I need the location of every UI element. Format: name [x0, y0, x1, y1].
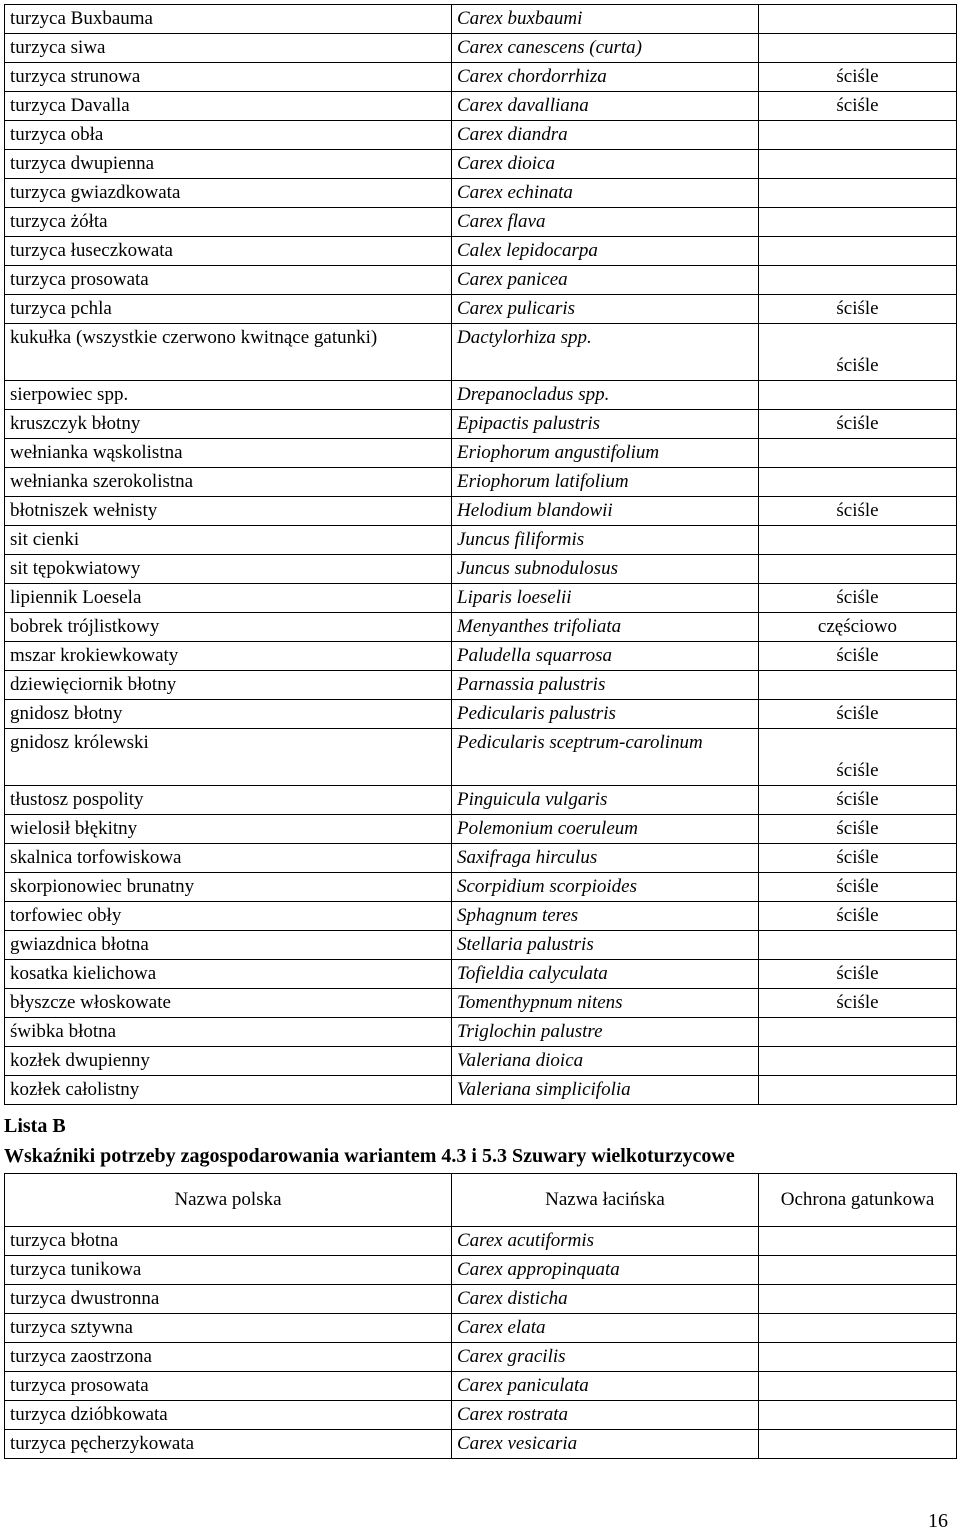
protection-cell: ściśle — [759, 324, 957, 381]
protection-cell: ściśle — [759, 729, 957, 786]
protection-cell — [759, 1343, 957, 1372]
polish-name-cell: sit cienki — [5, 526, 452, 555]
table-row — [5, 700, 957, 729]
table-row — [5, 1285, 957, 1314]
table-row — [5, 179, 957, 208]
table-row — [5, 1047, 957, 1076]
polish-name-cell: błyszcze włoskowate — [5, 989, 452, 1018]
polish-name-cell: kosatka kielichowa — [5, 960, 452, 989]
latin-name-cell: Valeriana dioica — [452, 1047, 759, 1076]
protection-cell: ściśle — [759, 960, 957, 989]
protection-cell — [759, 381, 957, 410]
protection-cell: ściśle — [759, 410, 957, 439]
polish-name-cell: turzyca obła — [5, 121, 452, 150]
latin-name-cell: Carex paniculata — [452, 1372, 759, 1401]
table-row — [5, 266, 957, 295]
polish-name-cell: turzyca sztywna — [5, 1314, 452, 1343]
protection-cell — [759, 1227, 957, 1256]
table-row — [5, 1430, 957, 1459]
table-row — [5, 295, 957, 324]
protection-cell — [759, 1285, 957, 1314]
list-b-title: Lista B — [4, 1115, 66, 1137]
table-row — [5, 1227, 957, 1256]
latin-name-cell: Carex rostrata — [452, 1401, 759, 1430]
latin-name-cell: Carex appropinquata — [452, 1256, 759, 1285]
polish-name-cell: lipiennik Loesela — [5, 584, 452, 613]
table-row — [5, 34, 957, 63]
polish-name-cell: turzyca gwiazdkowata — [5, 179, 452, 208]
polish-name-cell: turzyca zaostrzona — [5, 1343, 452, 1372]
polish-name-cell: turzyca dwustronna — [5, 1285, 452, 1314]
table-row — [5, 729, 957, 786]
protection-cell — [759, 208, 957, 237]
table-row — [5, 237, 957, 266]
latin-name-cell: Carex echinata — [452, 179, 759, 208]
protection-cell — [759, 237, 957, 266]
table-row — [5, 468, 957, 497]
table-row — [5, 873, 957, 902]
table-row — [5, 613, 957, 642]
polish-name-cell: turzyca strunowa — [5, 63, 452, 92]
protection-cell: ściśle — [759, 63, 957, 92]
latin-name-cell: Carex flava — [452, 208, 759, 237]
list-b-subtitle: Wskaźniki potrzeby zagospodarowania wariantem 4.3 i 5.3 Szuwary wielkoturzycowe — [4, 1145, 735, 1167]
polish-name-cell: błotniszek wełnisty — [5, 497, 452, 526]
polish-name-cell: turzyca łuseczkowata — [5, 237, 452, 266]
table-row — [5, 1018, 957, 1047]
latin-name-cell: Dactylorhiza spp. — [452, 324, 759, 381]
polish-name-cell: turzyca Davalla — [5, 92, 452, 121]
polish-name-cell: gnidosz błotny — [5, 700, 452, 729]
latin-name-cell: Juncus filiformis — [452, 526, 759, 555]
latin-name-cell: Juncus subnodulosus — [452, 555, 759, 584]
polish-name-cell: kozłek dwupienny — [5, 1047, 452, 1076]
polish-name-cell: turzyca Buxbauma — [5, 5, 452, 34]
polish-name-cell: wełnianka wąskolistna — [5, 439, 452, 468]
protection-cell — [759, 121, 957, 150]
polish-name-cell: turzyca prosowata — [5, 1372, 452, 1401]
latin-name-cell: Epipactis palustris — [452, 410, 759, 439]
table-row — [5, 989, 957, 1018]
table-row — [5, 902, 957, 931]
polish-name-cell: turzyca dzióbkowata — [5, 1401, 452, 1430]
polish-name-cell: wełnianka szerokolistna — [5, 468, 452, 497]
polish-name-cell: sit tępokwiatowy — [5, 555, 452, 584]
latin-name-cell: Carex gracilis — [452, 1343, 759, 1372]
table-row — [5, 671, 957, 700]
protection-cell — [759, 179, 957, 208]
protection-cell: ściśle — [759, 642, 957, 671]
polish-name-cell: turzyca błotna — [5, 1227, 452, 1256]
table-row — [5, 1076, 957, 1105]
polish-name-cell: turzyca pęcherzykowata — [5, 1430, 452, 1459]
latin-name-cell: Saxifraga hirculus — [452, 844, 759, 873]
protection-cell: ściśle — [759, 873, 957, 902]
latin-name-cell: Carex canescens (curta) — [452, 34, 759, 63]
table-row — [5, 1256, 957, 1285]
protection-cell: ściśle — [759, 902, 957, 931]
protection-cell — [759, 1018, 957, 1047]
latin-name-cell: Pedicularis sceptrum-carolinum — [452, 729, 759, 786]
protection-cell: ściśle — [759, 295, 957, 324]
table-row — [5, 786, 957, 815]
protection-cell: ściśle — [759, 786, 957, 815]
latin-name-cell: Valeriana simplicifolia — [452, 1076, 759, 1105]
protection-cell — [759, 34, 957, 63]
polish-name-cell: skalnica torfowiskowa — [5, 844, 452, 873]
polish-name-cell: gnidosz królewski — [5, 729, 452, 786]
table-row — [5, 497, 957, 526]
polish-name-cell: turzyca prosowata — [5, 266, 452, 295]
latin-name-cell: Helodium blandowii — [452, 497, 759, 526]
table-row — [5, 960, 957, 989]
header-latin-name: Nazwa łacińska — [452, 1174, 759, 1227]
latin-name-cell: Polemonium coeruleum — [452, 815, 759, 844]
protection-cell — [759, 526, 957, 555]
table-row — [5, 121, 957, 150]
page-number: 16 — [928, 1510, 948, 1532]
latin-name-cell: Carex diandra — [452, 121, 759, 150]
protection-cell — [759, 1047, 957, 1076]
table-row — [5, 92, 957, 121]
protection-cell — [759, 671, 957, 700]
table-row — [5, 642, 957, 671]
latin-name-cell: Carex acutiformis — [452, 1227, 759, 1256]
polish-name-cell: gwiazdnica błotna — [5, 931, 452, 960]
polish-name-cell: kukułka (wszystkie czerwono kwitnące gatunki) — [5, 324, 452, 381]
table-row — [5, 150, 957, 179]
polish-name-cell: turzyca żółta — [5, 208, 452, 237]
polish-name-cell: bobrek trójlistkowy — [5, 613, 452, 642]
protection-cell: ściśle — [759, 584, 957, 613]
protection-cell: ściśle — [759, 815, 957, 844]
latin-name-cell: Carex elata — [452, 1314, 759, 1343]
table-row — [5, 526, 957, 555]
table-row — [5, 381, 957, 410]
latin-name-cell: Carex davalliana — [452, 92, 759, 121]
latin-name-cell: Menyanthes trifoliata — [452, 613, 759, 642]
latin-name-cell: Pinguicula vulgaris — [452, 786, 759, 815]
table-header-row — [5, 1174, 957, 1227]
table-row — [5, 844, 957, 873]
latin-name-cell: Eriophorum latifolium — [452, 468, 759, 497]
polish-name-cell: wielosił błękitny — [5, 815, 452, 844]
polish-name-cell: turzyca pchla — [5, 295, 452, 324]
latin-name-cell: Sphagnum teres — [452, 902, 759, 931]
species-table-b — [4, 1173, 957, 1459]
protection-cell — [759, 439, 957, 468]
protection-cell — [759, 1401, 957, 1430]
latin-name-cell: Stellaria palustris — [452, 931, 759, 960]
latin-name-cell: Carex panicea — [452, 266, 759, 295]
polish-name-cell: kozłek całolistny — [5, 1076, 452, 1105]
table-row — [5, 931, 957, 960]
polish-name-cell: kruszczyk błotny — [5, 410, 452, 439]
table-row — [5, 815, 957, 844]
protection-cell — [759, 5, 957, 34]
table-row — [5, 1401, 957, 1430]
header-protection: Ochrona gatunkowa — [759, 1174, 957, 1227]
latin-name-cell: Pedicularis palustris — [452, 700, 759, 729]
latin-name-cell: Liparis loeselii — [452, 584, 759, 613]
protection-cell: częściowo — [759, 613, 957, 642]
table-row — [5, 439, 957, 468]
latin-name-cell: Scorpidium scorpioides — [452, 873, 759, 902]
latin-name-cell: Carex buxbaumi — [452, 5, 759, 34]
latin-name-cell: Carex vesicaria — [452, 1430, 759, 1459]
polish-name-cell: mszar krokiewkowaty — [5, 642, 452, 671]
latin-name-cell: Carex disticha — [452, 1285, 759, 1314]
polish-name-cell: turzyca siwa — [5, 34, 452, 63]
table-row — [5, 208, 957, 237]
protection-cell — [759, 1256, 957, 1285]
protection-cell: ściśle — [759, 844, 957, 873]
latin-name-cell: Tomenthypnum nitens — [452, 989, 759, 1018]
latin-name-cell: Eriophorum angustifolium — [452, 439, 759, 468]
table-row — [5, 584, 957, 613]
protection-cell — [759, 1430, 957, 1459]
polish-name-cell: tłustosz pospolity — [5, 786, 452, 815]
protection-cell: ściśle — [759, 92, 957, 121]
table-row — [5, 5, 957, 34]
polish-name-cell: dziewięciornik błotny — [5, 671, 452, 700]
protection-cell — [759, 266, 957, 295]
protection-cell — [759, 1372, 957, 1401]
table-row — [5, 1343, 957, 1372]
polish-name-cell: sierpowiec spp. — [5, 381, 452, 410]
latin-name-cell: Triglochin palustre — [452, 1018, 759, 1047]
species-table-a-body — [5, 5, 957, 1105]
latin-name-cell: Calex lepidocarpa — [452, 237, 759, 266]
protection-cell — [759, 150, 957, 179]
table-row — [5, 1314, 957, 1343]
protection-cell — [759, 1076, 957, 1105]
table-row — [5, 63, 957, 92]
latin-name-cell: Carex chordorrhiza — [452, 63, 759, 92]
polish-name-cell: skorpionowiec brunatny — [5, 873, 452, 902]
latin-name-cell: Carex pulicaris — [452, 295, 759, 324]
protection-cell — [759, 1314, 957, 1343]
polish-name-cell: turzyca tunikowa — [5, 1256, 452, 1285]
table-row — [5, 410, 957, 439]
latin-name-cell: Tofieldia calyculata — [452, 960, 759, 989]
polish-name-cell: torfowiec obły — [5, 902, 452, 931]
table-row — [5, 324, 957, 381]
protection-cell: ściśle — [759, 989, 957, 1018]
protection-cell — [759, 931, 957, 960]
species-table-a — [4, 4, 957, 1105]
latin-name-cell: Carex dioica — [452, 150, 759, 179]
species-table-b-body — [5, 1227, 957, 1459]
protection-cell: ściśle — [759, 497, 957, 526]
table-row — [5, 555, 957, 584]
latin-name-cell: Parnassia palustris — [452, 671, 759, 700]
latin-name-cell: Drepanocladus spp. — [452, 381, 759, 410]
latin-name-cell: Paludella squarrosa — [452, 642, 759, 671]
protection-cell — [759, 468, 957, 497]
protection-cell — [759, 555, 957, 584]
polish-name-cell: turzyca dwupienna — [5, 150, 452, 179]
protection-cell: ściśle — [759, 700, 957, 729]
polish-name-cell: świbka błotna — [5, 1018, 452, 1047]
table-row — [5, 1372, 957, 1401]
header-polish-name: Nazwa polska — [5, 1174, 452, 1227]
